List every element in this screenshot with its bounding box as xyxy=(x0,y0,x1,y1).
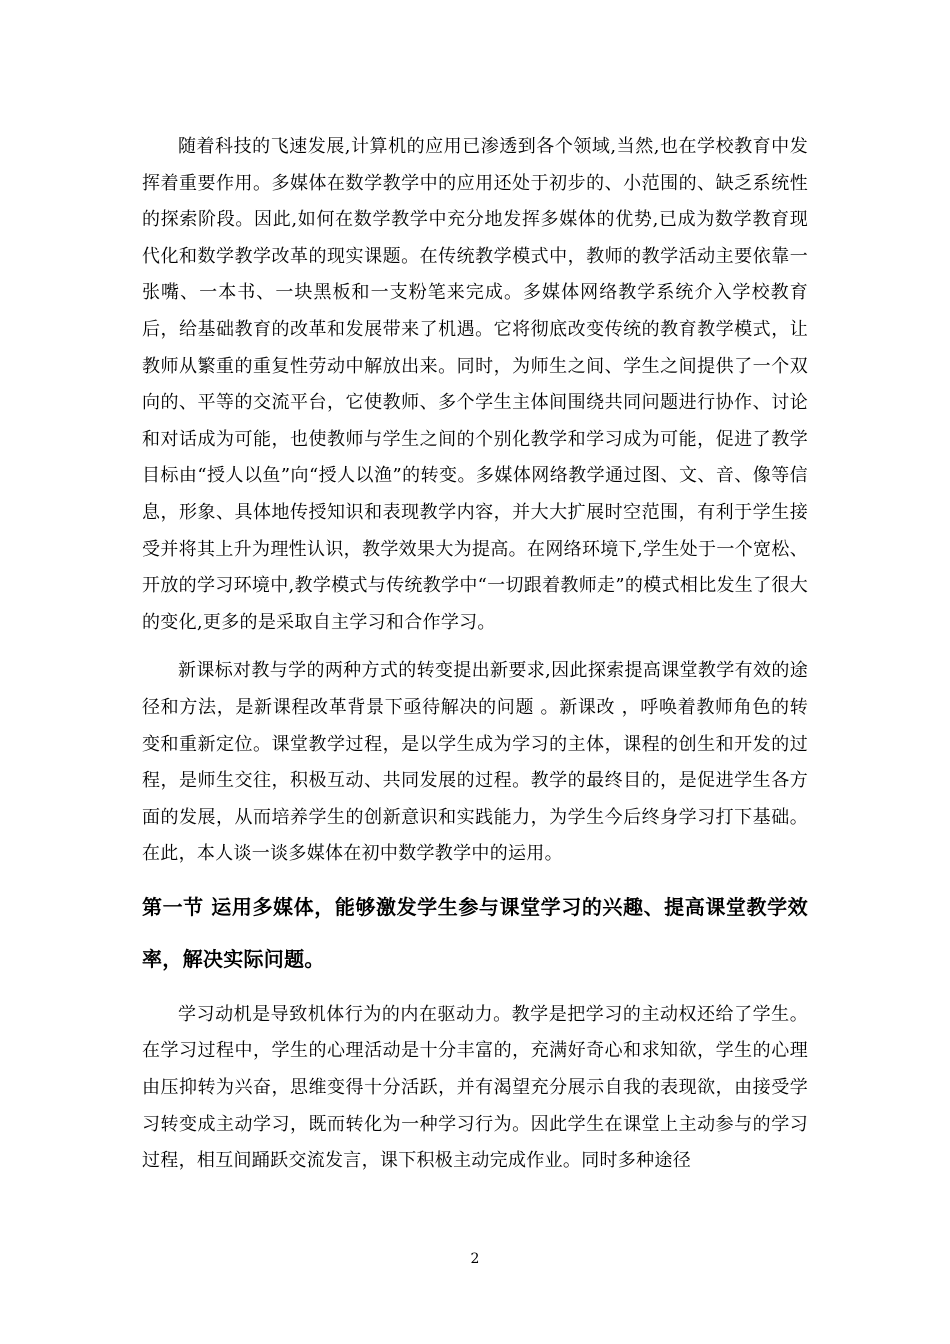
paragraph-intro: 随着科技的飞速发展,计算机的应用已渗透到各个领域,当然,也在学校教育中发挥着重要作用。多媒体在数学教学中的应用还处于初步的、小范围的、缺乏系统性的探索阶段。因此,如何在数学教学中充分地发挥多媒体的优势,已成为数学教育现代化和数学教学改革的现实课题。在传统教学模式中，教师的教学活动主要依靠一张嘴、一本书、一块黑板和一支粉笔来完成。多媒体网络教学系统介入学校教育后，给基础教育的改革和发展带来了机遇。它将彻底改变传统的教育教学模式，让教师从繁重的重复性劳动中解放出来。同时，为师生之间、学生之间提供了一个双向的、平等的交流平台，它使教师、多个学生主体间围绕共同问题进行协作、讨论和对话成为可能，也使教师与学生之间的个别化教学和学习成为可能，促进了教学目标由“授人以鱼”向“授人以渔”的转变。多媒体网络教学通过图、文、音、像等信息，形象、具体地传授知识和表现教学内容，并大大扩展时空范围，有利于学生接受并将其上升为理性认识，教学效果大为提高。在网络环境下,学生处于一个宽松、开放的学习环境中,教学模式与传统教学中“一切跟着教师走”的模式相比发生了很大的变化,更多的是采取自主学习和合作学习。 xyxy=(142,136,808,633)
section-heading: 第一节 运用多媒体，能够激发学生参与课堂学习的兴趣、提高课堂教学效率，解决实际问题。 xyxy=(142,894,808,971)
paragraph-motivation: 学习动机是导致机体行为的内在驱动力。教学是把学习的主动权还给了学生。在学习过程中，学生的心理活动是十分丰富的，充满好奇心和求知欲，学生的心理由压抑转为兴奋，思维变得十分活跃，并有渴望充分展示自我的表现欲，由接受学习转变成主动学习，既而转化为一种学习行为。因此学生在课堂上主动参与的学习过程，相互间踊跃交流发言，课下积极主动完成作业。同时多种途径 xyxy=(142,1003,808,1172)
page-number: 2 xyxy=(470,1251,480,1267)
document-body xyxy=(142,129,808,1180)
paragraph-new-curriculum: 新课标对教与学的两种方式的转变提出新要求,因此探索提高课堂教学有效的途径和方法，是新课程改革背景下亟待解决的问题 。新课改 ，呼唤着教师角色的转变和重新定位。课堂教学过程，是以学生成为学习的主体，课程的创生和开发的过程，是师生交往，积极互动、共同发展的过程。教学的最终目的，是促进学生各方面的发展，从而培养学生的创新意识和实践能力，为学生今后终身学习打下基础。在此，本人谈一谈多媒体在初中数学教学中的运用。 xyxy=(142,660,808,865)
